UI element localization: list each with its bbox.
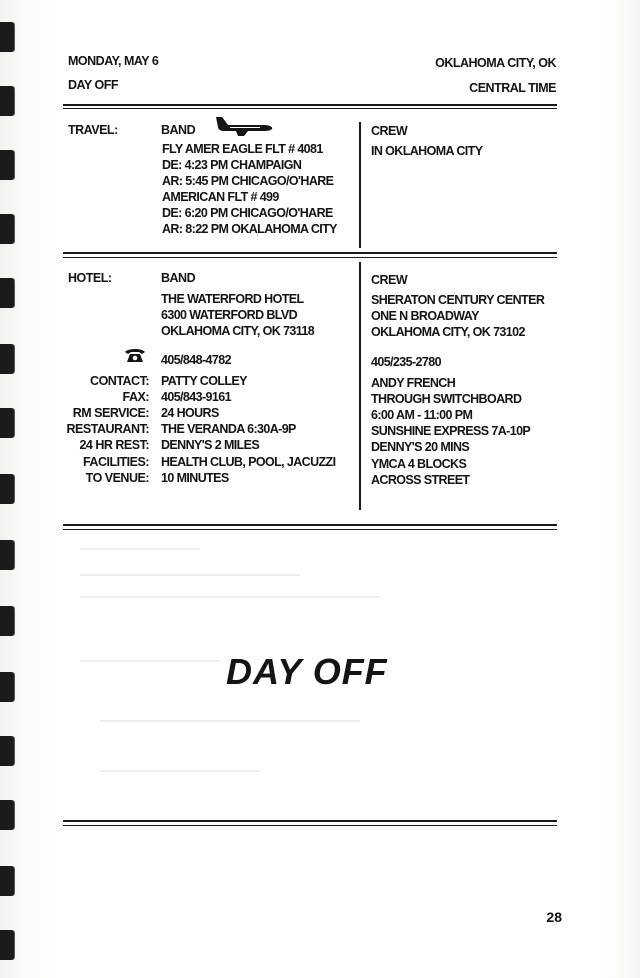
room-service-label: RM SERVICE: bbox=[72, 406, 149, 420]
crew-room-service: 6:00 AM - 11:00 PM bbox=[371, 408, 473, 422]
travel-label: TRAVEL: bbox=[68, 123, 118, 137]
spiral-binding bbox=[0, 0, 20, 978]
binding-hole bbox=[0, 800, 14, 830]
hotel-band-heading: BAND bbox=[161, 271, 196, 285]
show-through-mark bbox=[100, 720, 360, 722]
restaurant-label: RESTAURANT: bbox=[66, 422, 149, 436]
hotel-crew-heading: CREW bbox=[371, 273, 408, 287]
header-timezone: CENTRAL TIME bbox=[469, 81, 556, 95]
header-rule bbox=[63, 104, 557, 106]
section-rule bbox=[63, 820, 557, 822]
show-through-mark bbox=[80, 548, 200, 550]
hotel-band-address: OKLAHOMA CITY, OK 73118 bbox=[161, 324, 315, 338]
header-city: OKLAHOMA CITY, OK bbox=[435, 56, 556, 70]
band-room-service: 24 HOURS bbox=[161, 406, 219, 420]
binding-hole bbox=[0, 150, 14, 180]
band-fax: 405/843-9161 bbox=[161, 390, 231, 404]
travel-crew-heading: CREW bbox=[371, 124, 408, 138]
binding-hole bbox=[0, 344, 14, 374]
travel-crew-line: IN OKLAHOMA CITY bbox=[371, 144, 483, 158]
hotel-crew-address: OKLAHOMA CITY, OK 73102 bbox=[371, 325, 525, 339]
crew-restaurant: SUNSHINE EXPRESS 7A-10P bbox=[371, 424, 531, 438]
travel-band-heading: BAND bbox=[161, 123, 196, 137]
travel-column-divider bbox=[359, 122, 361, 248]
hotel-label: HOTEL: bbox=[68, 271, 112, 285]
crew-facilities: YMCA 4 BLOCKS bbox=[371, 457, 467, 471]
day-off-banner: DAY OFF bbox=[226, 651, 388, 692]
crew-to-venue: ACROSS STREET bbox=[371, 473, 470, 487]
travel-band-line: DE: 4:23 PM CHAMPAIGN bbox=[162, 158, 302, 172]
hotel-band-address: THE WATERFORD HOTEL bbox=[161, 292, 304, 306]
late-restaurant-label: 24 HR REST: bbox=[79, 438, 149, 452]
band-facilities: HEALTH CLUB, POOL, JACUZZI bbox=[161, 455, 336, 469]
header-date: MONDAY, MAY 6 bbox=[68, 54, 159, 68]
binding-hole bbox=[0, 86, 14, 116]
section-rule bbox=[63, 252, 557, 254]
band-restaurant: THE VERANDA 6:30A-9P bbox=[161, 422, 296, 436]
travel-band-line: AR: 5:45 PM CHICAGO/O'HARE bbox=[162, 174, 334, 188]
show-through-mark bbox=[100, 770, 260, 772]
binding-hole bbox=[0, 474, 14, 504]
crew-fax: THROUGH SWITCHBOARD bbox=[371, 392, 522, 406]
telephone-icon bbox=[124, 347, 146, 363]
crew-late-restaurant: DENNY'S 20 MINS bbox=[371, 440, 470, 454]
header-status: DAY OFF bbox=[68, 78, 118, 92]
travel-band-line: AR: 8:22 PM OKALAHOMA CITY bbox=[162, 222, 337, 236]
facilities-label: FACILITIES: bbox=[82, 455, 149, 469]
binding-hole bbox=[0, 866, 14, 896]
section-rule-thin bbox=[63, 825, 557, 826]
hotel-crew-address: SHERATON CENTURY CENTER bbox=[371, 293, 545, 307]
binding-hole bbox=[0, 736, 14, 766]
section-rule bbox=[63, 524, 557, 526]
binding-hole bbox=[0, 278, 14, 308]
hotel-band-address: 6300 WATERFORD BLVD bbox=[161, 308, 298, 322]
band-contact: PATTY COLLEY bbox=[161, 374, 247, 388]
section-rule-thin bbox=[63, 529, 557, 530]
binding-hole bbox=[0, 606, 14, 636]
travel-band-line: AMERICAN FLT # 499 bbox=[162, 190, 279, 204]
header-rule-thin bbox=[63, 108, 557, 109]
show-through-mark bbox=[80, 596, 380, 598]
section-rule-thin bbox=[63, 257, 557, 258]
travel-band-line: FLY AMER EAGLE FLT # 4081 bbox=[162, 142, 323, 156]
hotel-band-phone: 405/848-4782 bbox=[161, 353, 231, 367]
contact-label: CONTACT: bbox=[90, 374, 149, 388]
binding-hole bbox=[0, 540, 14, 570]
travel-band-line: DE: 6:20 PM CHICAGO/O'HARE bbox=[162, 206, 333, 220]
hotel-crew-phone: 405/235-2780 bbox=[371, 355, 441, 369]
show-through-mark bbox=[80, 660, 220, 662]
to-venue-label: TO VENUE: bbox=[85, 471, 149, 485]
binding-hole bbox=[0, 672, 14, 702]
hotel-column-divider bbox=[359, 262, 361, 510]
binding-hole bbox=[0, 22, 14, 52]
binding-hole bbox=[0, 214, 14, 244]
band-late-restaurant: DENNY'S 2 MILES bbox=[161, 438, 260, 452]
crew-contact: ANDY FRENCH bbox=[371, 376, 456, 390]
airplane-icon bbox=[214, 115, 274, 139]
binding-hole bbox=[0, 930, 14, 960]
hotel-crew-address: ONE N BROADWAY bbox=[371, 309, 479, 323]
show-through-mark bbox=[80, 574, 300, 576]
page-number: 28 bbox=[546, 909, 562, 925]
binding-hole bbox=[0, 408, 14, 438]
band-to-venue: 10 MINUTES bbox=[161, 471, 229, 485]
fax-label: FAX: bbox=[122, 390, 149, 404]
